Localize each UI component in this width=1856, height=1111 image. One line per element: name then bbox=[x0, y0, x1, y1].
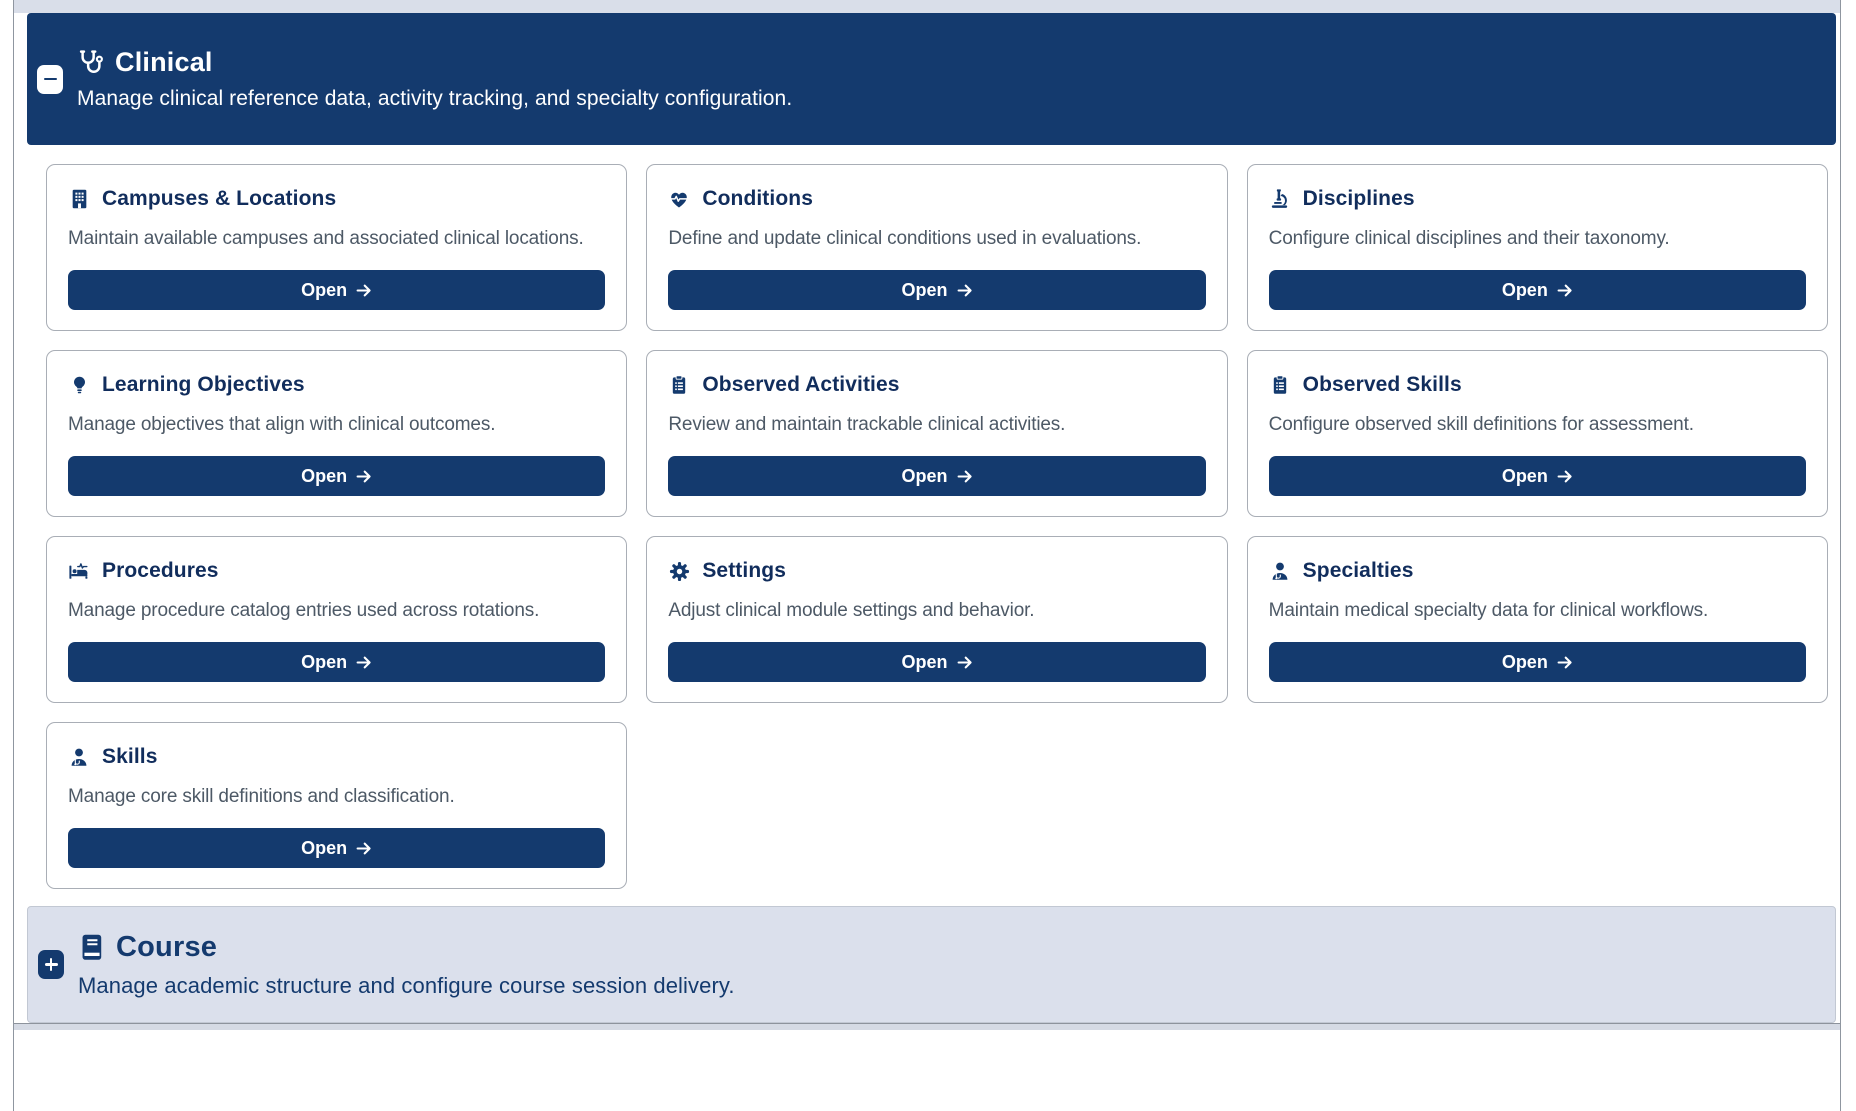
card-title-row bbox=[1269, 187, 1806, 211]
section-description: Manage academic structure and configure course session delivery. bbox=[78, 972, 735, 998]
open-button[interactable] bbox=[68, 456, 605, 496]
open-button-label: Open bbox=[901, 465, 948, 486]
open-button[interactable] bbox=[1269, 456, 1806, 496]
card-title-row bbox=[68, 745, 605, 769]
card-title: Procedures bbox=[102, 559, 219, 582]
module-card bbox=[1247, 164, 1828, 331]
card-title-row bbox=[1269, 559, 1806, 583]
stethoscope-icon bbox=[77, 49, 104, 76]
card-title-row bbox=[1269, 373, 1806, 397]
module-card bbox=[46, 722, 627, 889]
building-icon bbox=[68, 188, 90, 210]
gear-icon bbox=[668, 560, 690, 582]
open-button-label: Open bbox=[301, 465, 348, 486]
card-title: Settings bbox=[702, 559, 786, 582]
left-frame-border bbox=[13, 0, 14, 1111]
clipboard-list-icon bbox=[1269, 374, 1291, 396]
module-card bbox=[1247, 536, 1828, 703]
card-title: Disciplines bbox=[1302, 187, 1415, 210]
open-button-label: Open bbox=[901, 651, 948, 672]
card-description: Maintain available campuses and associated clinical locations. bbox=[68, 228, 584, 249]
module-card bbox=[646, 164, 1227, 331]
module-card bbox=[46, 536, 627, 703]
open-button-label: Open bbox=[301, 651, 348, 672]
user-doctor-icon bbox=[68, 746, 90, 768]
arrow-right-icon bbox=[356, 841, 372, 856]
card-title: Campuses & Locations bbox=[102, 187, 337, 210]
clipboard-list-icon bbox=[668, 374, 690, 396]
open-button[interactable] bbox=[668, 456, 1205, 496]
card-description: Define and update clinical conditions used in evaluations. bbox=[668, 228, 1142, 249]
top-strip bbox=[14, 0, 1840, 13]
collapse-section-button[interactable] bbox=[37, 65, 63, 94]
lightbulb-icon bbox=[68, 374, 90, 396]
arrow-right-icon bbox=[1557, 655, 1573, 670]
card-title: Specialties bbox=[1302, 559, 1414, 582]
clinical-section-header[interactable] bbox=[27, 13, 1836, 145]
next-section-edge bbox=[14, 1023, 1840, 1030]
arrow-right-icon bbox=[356, 469, 372, 484]
procedures-icon bbox=[68, 560, 90, 582]
card-description: Configure observed skill definitions for assessment. bbox=[1268, 414, 1694, 435]
module-card bbox=[46, 164, 627, 331]
course-section-header[interactable] bbox=[27, 906, 1836, 1023]
module-grid bbox=[46, 164, 1828, 889]
arrow-right-icon bbox=[356, 655, 372, 670]
card-description: Review and maintain trackable clinical activities. bbox=[668, 414, 1066, 435]
card-description: Maintain medical specialty data for clinical workflows. bbox=[1268, 600, 1709, 621]
card-title: Observed Skills bbox=[1302, 373, 1462, 396]
card-title-row bbox=[668, 187, 1205, 211]
arrow-right-icon bbox=[957, 655, 973, 670]
card-title-row bbox=[668, 559, 1205, 583]
open-button-label: Open bbox=[901, 279, 948, 300]
card-title-row bbox=[68, 559, 605, 583]
book-icon bbox=[78, 933, 105, 962]
minus-icon bbox=[44, 78, 57, 81]
open-button[interactable] bbox=[68, 270, 605, 310]
open-button[interactable] bbox=[668, 642, 1205, 682]
arrow-right-icon bbox=[957, 283, 973, 298]
right-frame-border bbox=[1840, 0, 1841, 1111]
user-doctor-icon bbox=[1269, 560, 1291, 582]
section-description: Manage clinical reference data, activity tracking, and specialty configuration. bbox=[77, 87, 793, 110]
course-section-text bbox=[78, 931, 735, 999]
open-button[interactable] bbox=[68, 642, 605, 682]
card-title-row bbox=[68, 187, 605, 211]
open-button[interactable] bbox=[1269, 642, 1806, 682]
card-description: Manage core skill definitions and classification. bbox=[68, 786, 455, 807]
open-button-label: Open bbox=[1501, 651, 1548, 672]
open-button[interactable] bbox=[1269, 270, 1806, 310]
open-button-label: Open bbox=[1501, 465, 1548, 486]
card-title: Learning Objectives bbox=[102, 373, 305, 396]
arrow-right-icon bbox=[1557, 283, 1573, 298]
open-button-label: Open bbox=[301, 837, 348, 858]
card-title-row bbox=[68, 373, 605, 397]
arrow-right-icon bbox=[957, 469, 973, 484]
card-title: Conditions bbox=[702, 187, 813, 210]
open-button[interactable] bbox=[68, 828, 605, 868]
card-title: Skills bbox=[102, 745, 158, 768]
open-button-label: Open bbox=[1501, 279, 1548, 300]
card-description: Manage objectives that align with clinical outcomes. bbox=[68, 414, 496, 435]
card-description: Manage procedure catalog entries used across rotations. bbox=[68, 600, 540, 621]
open-button[interactable] bbox=[668, 270, 1205, 310]
admin-modules-page bbox=[14, 0, 1840, 1111]
card-description: Adjust clinical module settings and behavior. bbox=[668, 600, 1035, 621]
arrow-right-icon bbox=[356, 283, 372, 298]
plus-icon bbox=[45, 958, 58, 971]
module-card bbox=[1247, 350, 1828, 517]
microscope-icon bbox=[1269, 188, 1291, 210]
clinical-section-text bbox=[77, 47, 792, 111]
expand-section-button[interactable] bbox=[38, 950, 64, 979]
arrow-right-icon bbox=[1557, 469, 1573, 484]
heart-pulse-icon bbox=[668, 188, 690, 210]
card-title: Observed Activities bbox=[702, 373, 900, 396]
card-title-row bbox=[668, 373, 1205, 397]
section-title: Course bbox=[116, 930, 218, 963]
card-description: Configure clinical disciplines and their taxonomy. bbox=[1268, 228, 1670, 249]
module-card bbox=[46, 350, 627, 517]
section-title: Clinical bbox=[115, 47, 213, 77]
open-button-label: Open bbox=[301, 279, 348, 300]
module-card bbox=[646, 350, 1227, 517]
module-card bbox=[646, 536, 1227, 703]
